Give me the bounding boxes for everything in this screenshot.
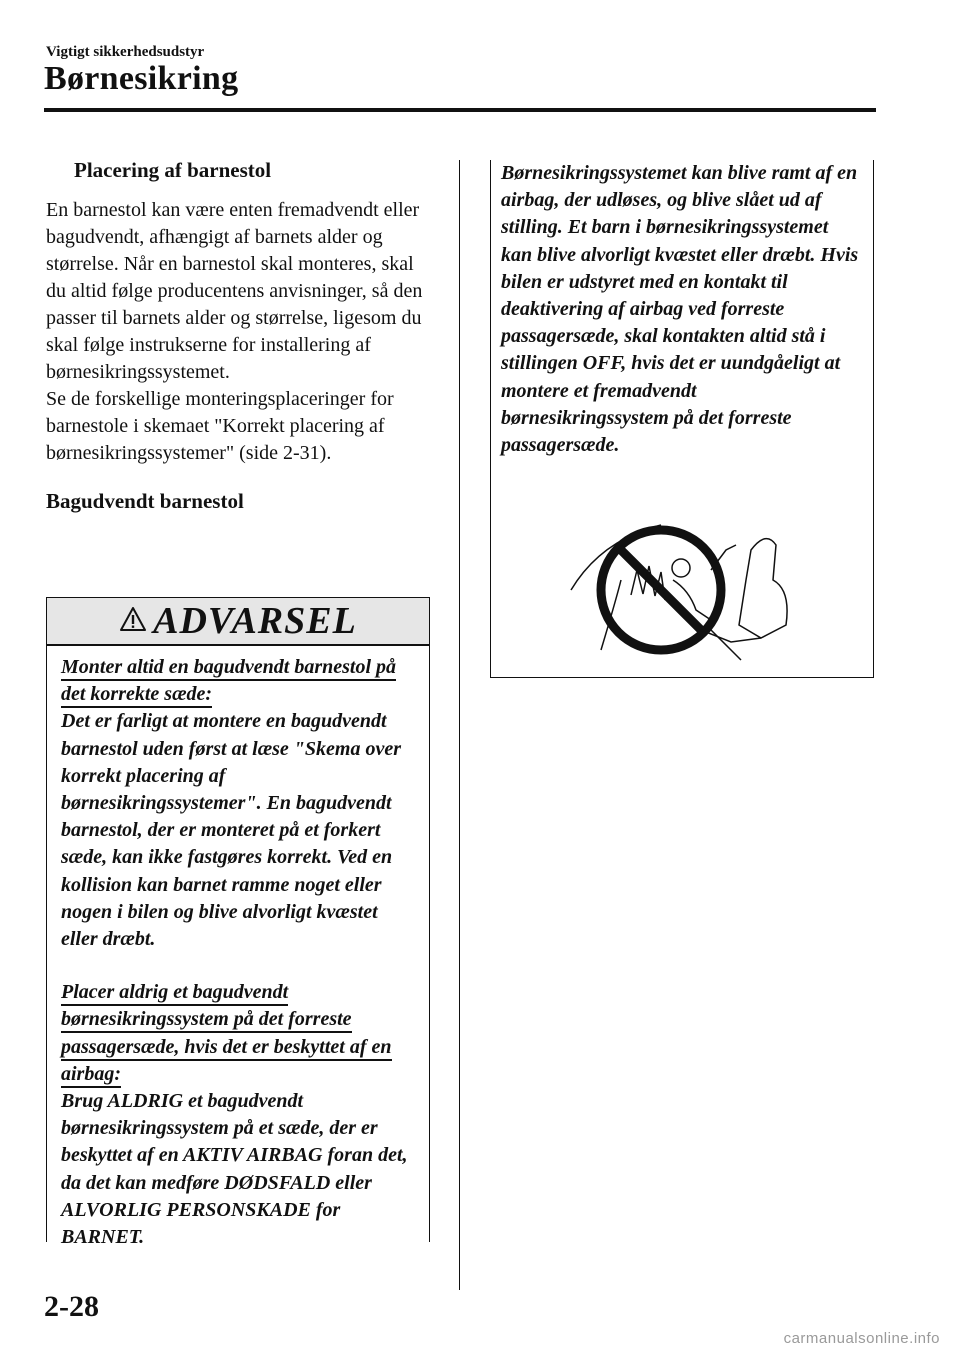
warning-body	[47, 646, 429, 1251]
left-column	[46, 158, 436, 514]
watermark: carmanualsonline.info	[783, 1330, 940, 1347]
warning-heading-1: Monter altid en bagudvendt barnestol på det korrekte sæde:	[61, 654, 415, 708]
warning-text-1: Det er farligt at montere en bagudvendt barnestol uden først at læse "Skema over korrekt placering af børnesikringssystemer". En bagudvendt barnestol, der er monteret på et forkert sæde, kan ikke fastgøres korrekt. Ved en kollision kan barnet ramme noget eller nogen i bilen og blive alvorligt kvæstet eller dræbt.	[61, 710, 401, 951]
warning-text-2: Brug ALDRIG et bagudvendt børnesikringssystem på et sæde, der er beskyttet af en AKTIV AIRBAG foran det, da det kan medføre DØDSFALD eller ALVORLIG PERSONSKADE for BARNET.	[61, 1090, 408, 1249]
warning-box	[46, 597, 430, 1249]
page-title: Børnesikring	[44, 60, 239, 97]
warning-title: ADVARSEL	[153, 600, 357, 642]
subheading: Placering af barnestol	[74, 158, 272, 182]
warning-continuation-box	[490, 160, 874, 678]
intro-text	[46, 197, 436, 467]
paragraph: En barnestol kan være enten fremadvendt eller bagudvendt, afhængigt af barnets alder og størrelse. Når en barnestol skal monteres, skal du altid følge producentens anvisninger, så den passer til barnets alder og størrelse, ligesom du skal følge instrukserne for installering af børnesikringssystemet.	[46, 199, 423, 383]
warning-header	[47, 597, 429, 646]
warning-triangle-icon	[119, 606, 147, 637]
page-number: 2-28	[44, 1290, 99, 1323]
section-label: Vigtigt sikkerhedsudstyr	[46, 44, 205, 60]
paragraph: Se de forskellige monteringsplaceringer for barnestole i skemaet "Korrekt placering af børnesikringssystemer" (side 2-31).	[46, 388, 394, 464]
warning-heading-2: Placer aldrig et bagudvendt børnesikringssystem på det forreste passagersæde, hvis det er beskyttet af en airbag:	[61, 979, 415, 1088]
column-divider	[459, 160, 460, 1290]
airbag-child-seat-prohibited-icon	[561, 510, 801, 670]
rear-facing-heading: Bagudvendt barnestol	[46, 489, 244, 513]
title-rule	[44, 108, 876, 112]
warning-continuation-text: Børnesikringssystemet kan blive ramt af en airbag, der udløses, og blive slået ud af stilling. Et barn i børnesikringssystemet kan blive alvorligt kvæstet eller dræbt. Hvis bilen er udstyret med en kontakt til deaktivering af airbag ved forreste passagersæde, skal kontakten altid stå i stillingen OFF, hvis det er uundgåeligt at montere et fremadvendt børnesikringssystem på det forreste passagersæde.	[501, 162, 859, 457]
